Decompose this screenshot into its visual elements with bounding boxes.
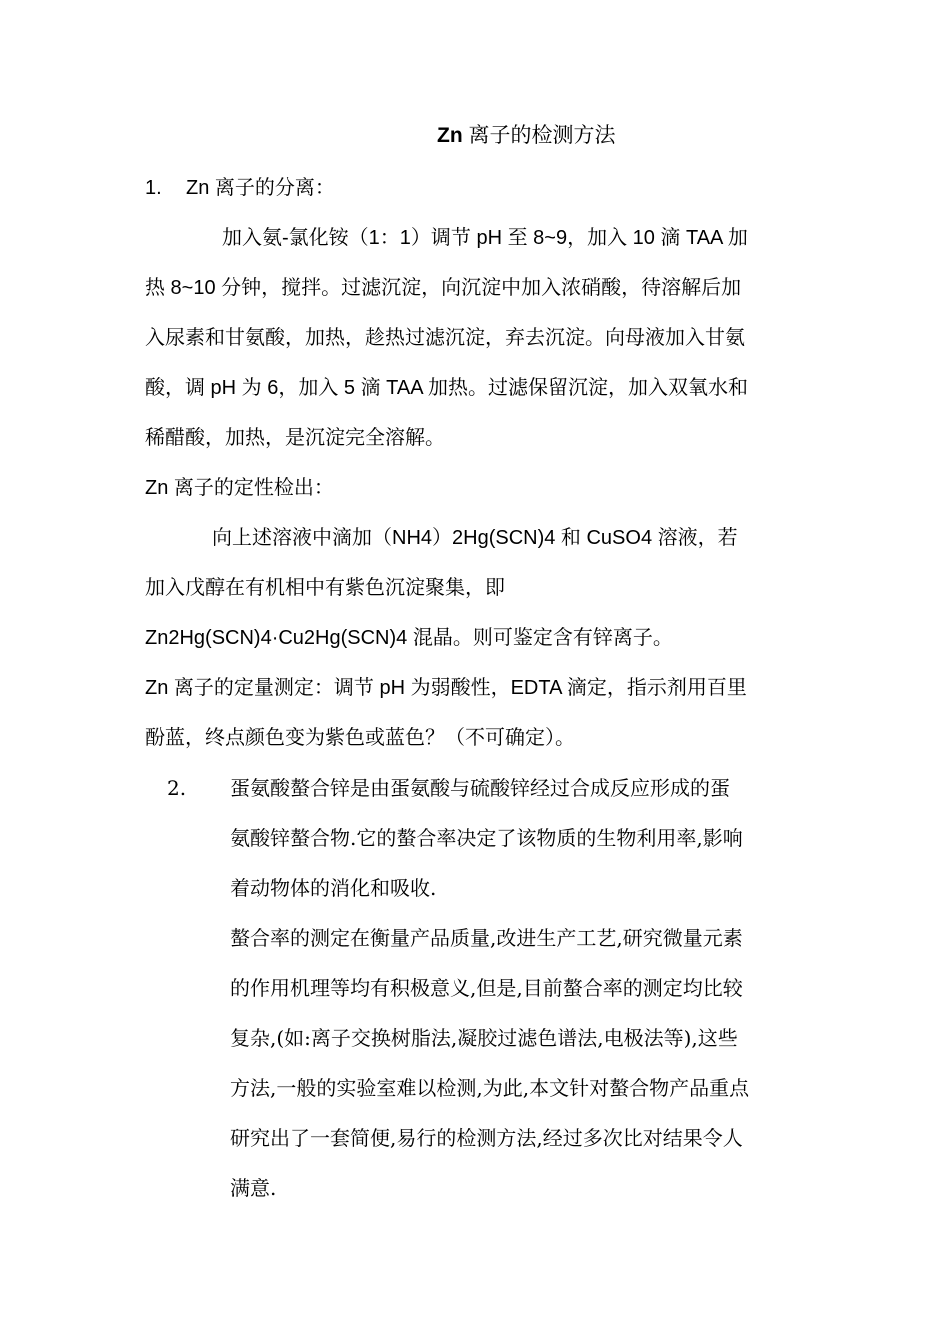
quantitative-line-2: 酚蓝，终点颜色变为紫色或蓝色？（不可确定）。 <box>145 727 575 749</box>
title-latin: Zn <box>437 124 463 147</box>
title-text: 离子的检测方法 <box>462 124 616 147</box>
separation-line-4: 酸，调 pH 为 6，加入 5 滴 TAA 加热。过滤保留沉淀，加入双氧水和 <box>145 377 749 399</box>
para2-line-2: 的作用机理等均有积极意义,但是,目前螯合率的测定均比较 <box>230 976 743 1000</box>
para2-line-3: 复杂,(如:离子交换树脂法,凝胶过滤色谱法,电极法等),这些 <box>230 1026 738 1050</box>
document-title <box>437 122 616 150</box>
section-2-number: 2. <box>167 776 187 800</box>
qualitative-line-3: Zn2Hg(SCN)4·Cu2Hg(SCN)4 混晶。则可鉴定含有锌离子。 <box>145 627 673 649</box>
para1-line-2: 氨酸锌螯合物.它的螯合率决定了该物质的生物利用率,影响 <box>230 826 743 850</box>
qualitative-heading: Zn 离子的定性检出： <box>145 477 334 499</box>
para1-line-3: 着动物体的消化和吸收. <box>230 876 437 900</box>
separation-line-3: 入尿素和甘氨酸，加热，趁热过滤沉淀，弃去沉淀。向母液加入甘氨 <box>145 327 745 349</box>
para2-line-5: 研究出了一套简便,易行的检测方法,经过多次比对结果令人 <box>230 1126 743 1150</box>
para2-line-1: 螯合率的测定在衡量产品质量,改进生产工艺,研究微量元素 <box>230 926 743 950</box>
separation-line-5: 稀醋酸，加热，是沉淀完全溶解。 <box>145 427 445 449</box>
qualitative-line-2: 加入戊醇在有机相中有紫色沉淀聚集，即 <box>145 577 505 599</box>
quantitative-line-1: Zn 离子的定量测定：调节 pH 为弱酸性，EDTA 滴定，指示剂用百里 <box>145 677 747 699</box>
separation-line-1: 加入氨-氯化铵（1：1）调节 pH 至 8~9，加入 10 滴 TAA 加 <box>222 227 748 249</box>
section-1-heading: Zn 离子的分离： <box>186 177 335 199</box>
separation-line-2: 热 8~10 分钟，搅拌。过滤沉淀，向沉淀中加入浓硝酸，待溶解后加 <box>145 277 742 299</box>
para1-line-1: 蛋氨酸螯合锌是由蛋氨酸与硫酸锌经过合成反应形成的蛋 <box>230 776 730 800</box>
section-1-number: 1. <box>145 177 162 199</box>
qualitative-line-1: 向上述溶液中滴加（NH4）2Hg(SCN)4 和 CuSO4 溶液，若 <box>212 527 738 549</box>
para2-line-4: 方法,一般的实验室难以检测,为此,本文针对螯合物产品重点 <box>230 1076 750 1100</box>
para2-line-6: 满意. <box>230 1176 277 1200</box>
